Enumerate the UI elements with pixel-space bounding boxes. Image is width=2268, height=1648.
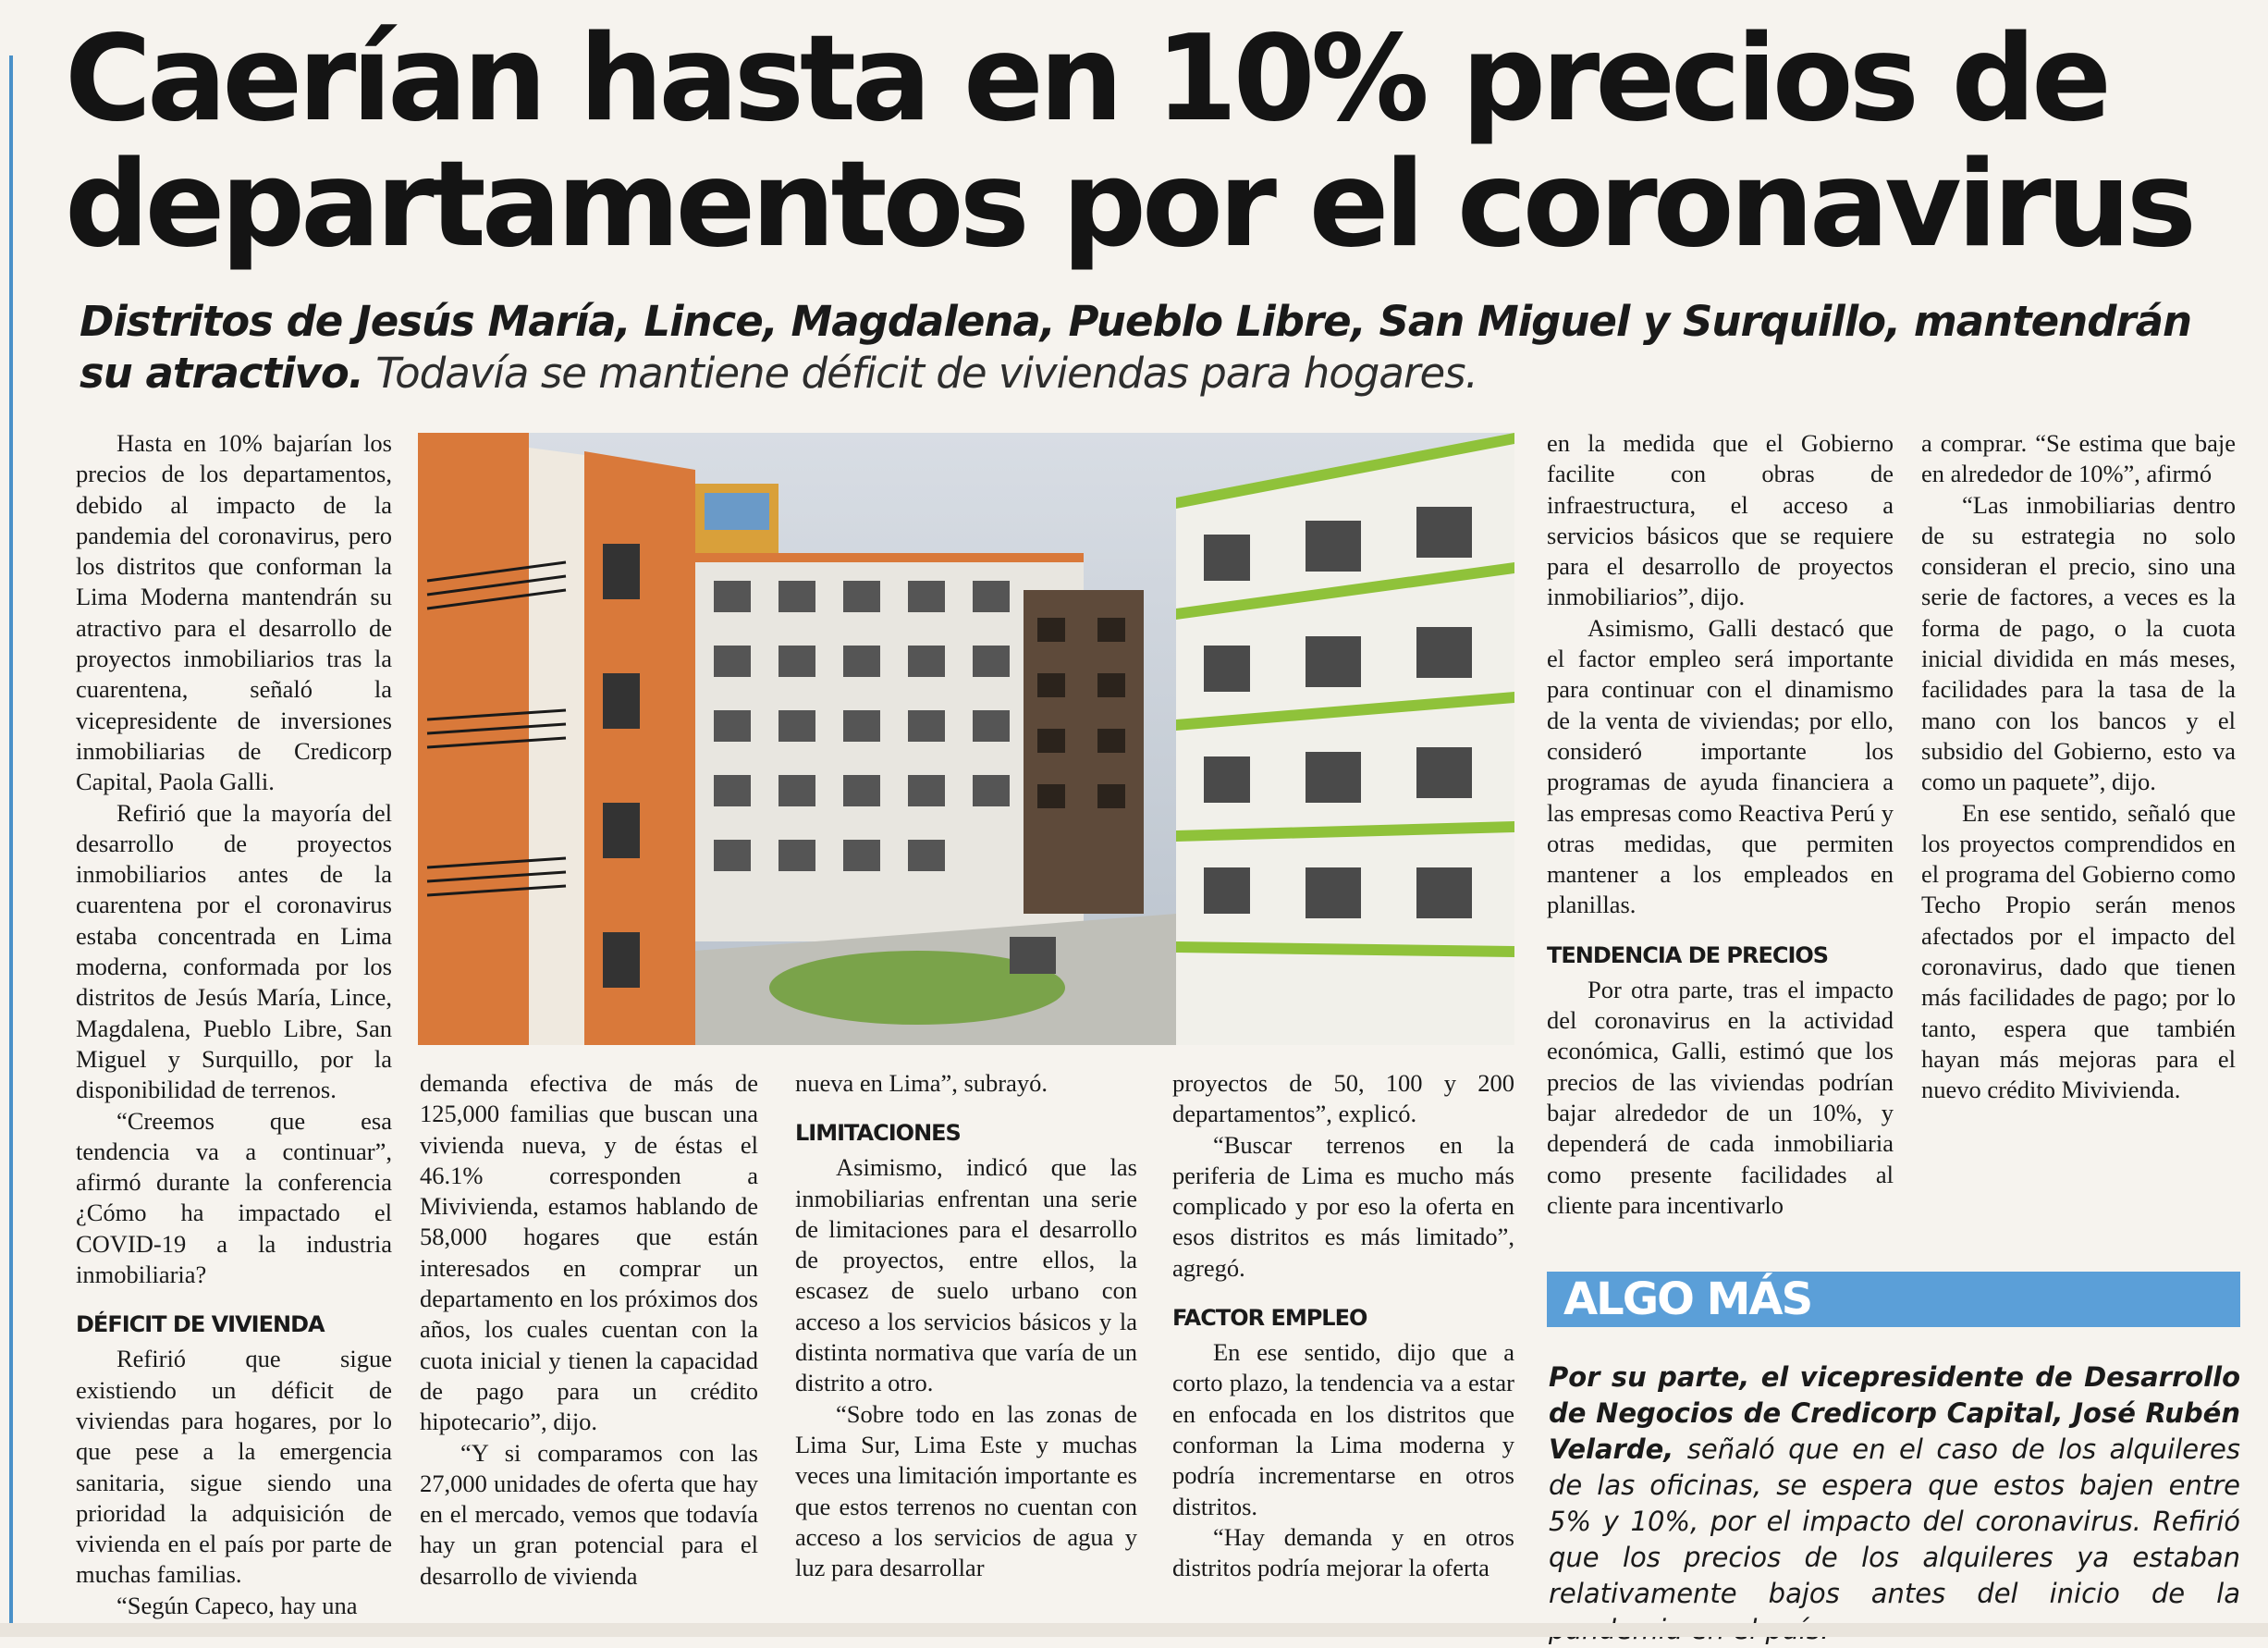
paragraph: En ese sentido, dijo que a corto plazo, la tendencia va a estar en enfocada en los distritos que conforman la Lima moderna y podría incrementarse en otros distritos. xyxy=(1172,1338,1514,1520)
article-column-3 xyxy=(795,1068,1137,1595)
paragraph: Asimismo, indicó que las inmobiliarias enfrentan una serie de limitaciones para el desarrollo de proyectos, entre ellos, la escasez de suelo urbano con acceso a los servicios básicos y la distinta normativa que varía de un distrito a otro. xyxy=(795,1153,1137,1397)
sidebar-text xyxy=(1549,1359,2240,1648)
paragraph: “Según Capeco, hay una xyxy=(116,1591,358,1619)
left-accent-bar xyxy=(9,55,13,1628)
paragraph: “Las inmobiliarias dentro de su estrategia no solo consideran el precio, sino una serie de factores, a veces es la forma de pago, o la cuota inicial dividida en más meses, facilidades para la tasa de la mano con los bancos y el subsidio del Gobierno, esto va como un paquete”, dijo. xyxy=(1921,490,2236,796)
paragraph: nueva en Lima”, subrayó. xyxy=(795,1069,1048,1097)
sidebar-body: señaló que en el caso de los alquileres de las oficinas, se espera que estos bajen entre 5% y 10%, por el impacto del coronavirus. Refirió que los precios de los alquileres ya estaban relativamente bajos antes del inicio de la xyxy=(1549,1433,2241,1609)
section-heading-deficit: DÉFICIT DE VIVIENDA xyxy=(76,1311,325,1338)
bottom-rule xyxy=(0,1623,2268,1637)
paragraph: “Sobre todo en las zonas de Lima Sur, Lima Este y muchas veces una limitación importante es que estos terrenos no cuentan con acceso a los servicios de agua y luz para desarrollar xyxy=(795,1399,1137,1582)
paragraph: en la medida que el Gobierno facilite con obras de infraestructura, el acceso a servicios básicos que se requiere para el desarrollo de proyectos inmobiliarios”, dijo. xyxy=(1547,429,1894,611)
article-photo-buildings xyxy=(418,433,1514,1045)
article-column-6 xyxy=(1921,428,2236,1261)
paragraph: “Hay demanda y en otros distritos podría mejorar la oferta xyxy=(1172,1522,1514,1582)
buildings-illustration xyxy=(418,433,1514,1045)
paragraph: proyectos de 50, 100 y 200 departamentos”, explicó. xyxy=(1172,1069,1514,1128)
headline-line-1: Caerían hasta en 10% precios de xyxy=(65,10,2107,148)
headline-line-2: departamentos por el coronavirus xyxy=(65,136,2192,274)
paragraph: a comprar. “Se estima que baje en alrededor de 10%”, afirmó xyxy=(1921,429,2236,488)
sidebar-title: ALGO MÁS xyxy=(1547,1272,2240,1327)
paragraph: “Y si comparamos con las 27,000 unidades de oferta que hay en el mercado, vemos que todavía hay un gran potencial para el desarrollo de vivienda xyxy=(420,1438,758,1590)
article-column-2 xyxy=(420,1068,758,1595)
paragraph: “Creemos que esa tendencia va a continuar”, afirmó durante la conferencia ¿Cómo ha impactado el COVID-19 a la industria inmobiliaria? xyxy=(76,1106,392,1289)
paragraph: Asimismo, Galli destacó que el factor empleo será importante para continuar con el dinamismo de la venta de viviendas; por ello, consideró importante los programas de ayuda financiera a las empresas como Reactiva Perú y otras medidas, que permiten mantener a los empleados en planillas. xyxy=(1547,613,1894,919)
subhead-rest: Todavía se mantiene déficit de viviendas para hogares. xyxy=(375,349,1477,398)
section-heading-tendencia: TENDENCIA DE PRECIOS xyxy=(1547,941,1829,968)
paragraph: Refirió que sigue existiendo un déficit de viviendas para hogares, por lo que pese a la emergencia sanitaria, sigue siendo una prioridad la adquisición de vivienda en el país por parte de muchas familias. xyxy=(76,1345,392,1589)
article-column-1 xyxy=(76,428,392,1619)
paragraph: “Buscar terrenos en la periferia de Lima es mucho más complicado y por eso la oferta en esos distritos es más limitado”, agregó. xyxy=(1172,1130,1514,1282)
paragraph: En ese sentido, señaló que los proyectos comprendidos en el programa del Gobierno como Techo Propio serán menos afectados por el impacto del coronavirus, dado que tienen más facilidades de pago; por lo tanto, espera que también hayan más mejoras para el nuevo crédito Mivivienda. xyxy=(1921,798,2236,1104)
subhead-lead: Distritos de Jesús María, Lince, Magdalena, Pueblo Libre, San Miguel y Surquillo, mantendrán su atractivo. xyxy=(80,297,2192,398)
headline xyxy=(65,10,2247,274)
article-column-4 xyxy=(1172,1068,1514,1595)
section-heading-factor-empleo: FACTOR EMPLEO xyxy=(1172,1305,1367,1332)
subheadline xyxy=(80,296,2206,400)
paragraph: Refirió que la mayoría del desarrollo de proyectos inmobiliarios antes de la cuarentena por el coronavirus estaba concentrada en Lima moderna, conformada por los distritos de Jesús María, Lince, Magdalena, Pueblo Libre, San Miguel y Surquillo, por la disponibilidad de terrenos. xyxy=(76,798,392,1104)
sidebar-lead: Por su parte, el vicepresidente de Desarrollo de Negocios de Credicorp Capital, José Rubén Velarde, xyxy=(1549,1361,2240,1465)
section-heading-limitaciones: LIMITACIONES xyxy=(795,1120,961,1147)
paragraph: Hasta en 10% bajarían los precios de los departamentos, debido al impacto de la pandemia del coronavirus, pero los distritos que conforman la Lima Moderna mantendrán su atractivo para el desarrollo de proyectos inmobiliarios tras la cuarentena, señaló la vicepresidente de inversiones inmobiliarias de Credicorp Capital, Paola Galli. xyxy=(76,429,392,796)
article-column-5 xyxy=(1547,428,1894,1261)
paragraph: demanda efectiva de más de 125,000 familias que buscan una vivienda nueva, y de éstas el 46.1% corresponden a Mivivienda, estamos hablando de 58,000 hogares que están interesados en comprar un departamento en los próximos dos años, los cuales cuentan con la cuota inicial y tienen la capacidad de pago para un crédito hipotecario”, dijo. xyxy=(420,1069,758,1436)
paragraph: Por otra parte, tras el impacto del coronavirus en la actividad económica, Galli, estimó que los precios de las viviendas podrían bajar alrededor de un 10%, y dependerá de cada inmobiliaria como presente facilidades al cliente para incentivarlo xyxy=(1547,975,1894,1219)
